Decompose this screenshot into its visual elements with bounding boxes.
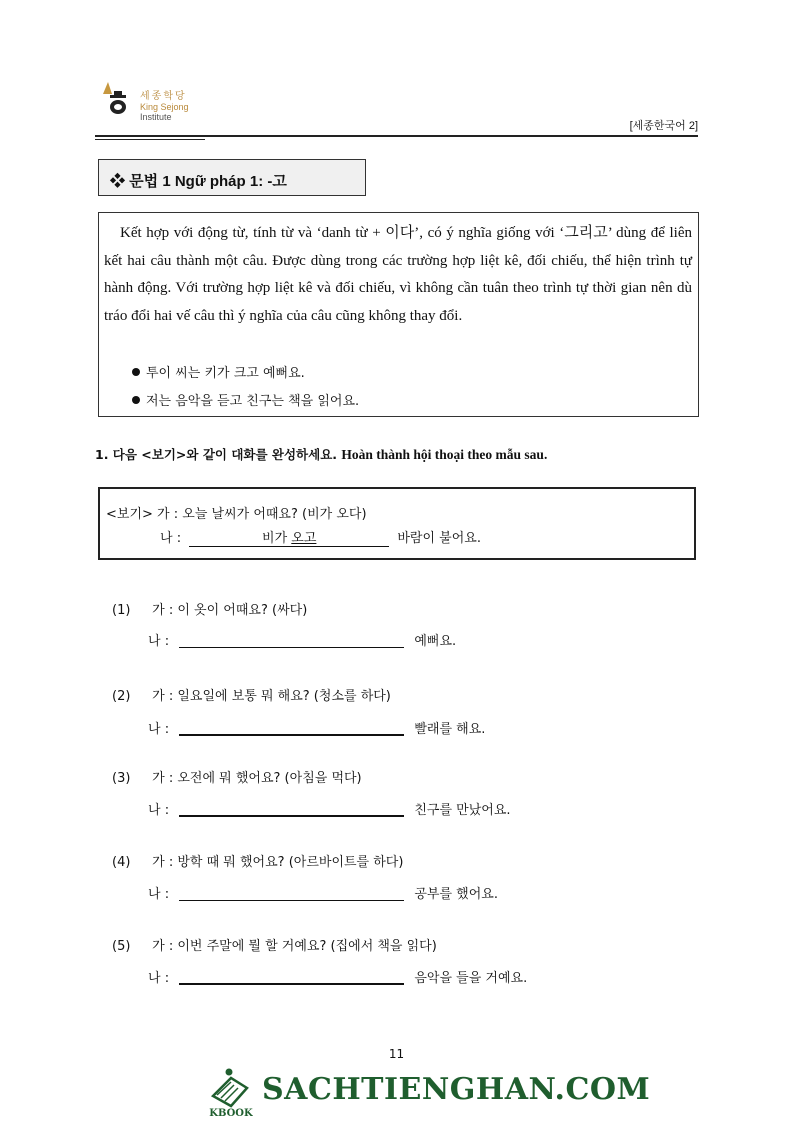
answer-rest: 예뻐요. xyxy=(414,634,457,649)
exercise-answer xyxy=(148,799,511,818)
speaker-b: 나 : xyxy=(160,531,182,546)
exercise-question xyxy=(112,851,403,870)
answer-blank[interactable] xyxy=(179,801,404,817)
bullet-icon xyxy=(132,368,140,376)
exercise-number: (2) xyxy=(112,689,131,704)
question-text: 일요일에 보통 뭐 해요? (청소를 하다) xyxy=(177,689,391,704)
logo-text xyxy=(140,92,189,122)
speaker-a: 가 : xyxy=(152,855,174,870)
exercise-question xyxy=(112,685,391,704)
logo-english-line2: Institute xyxy=(140,112,172,122)
example-sentence-2 xyxy=(132,390,359,409)
answer-blank[interactable] xyxy=(179,886,404,901)
answer-blank[interactable] xyxy=(179,720,404,736)
exercise-question xyxy=(112,935,437,954)
exercise-number: (4) xyxy=(112,855,131,870)
example-answer-line xyxy=(160,527,481,547)
example-text: 저는 음악을 듣고 친구는 책을 읽어요. xyxy=(146,394,360,409)
header-rule-short xyxy=(95,139,205,140)
speaker-a: 가 : xyxy=(152,939,174,954)
speaker-a: 가 : xyxy=(152,689,174,704)
example-question-line xyxy=(106,503,367,522)
exercise-answer xyxy=(148,718,485,737)
answer-rest: 친구를 만났어요. xyxy=(414,803,511,818)
logo-english-line1: King Sejong xyxy=(140,102,189,112)
answer-rest: 빨래를 해요. xyxy=(414,722,486,737)
example-box xyxy=(98,487,696,560)
exercise-answer xyxy=(148,630,456,649)
example-sentence-1 xyxy=(132,362,305,381)
exercise-question xyxy=(112,767,362,786)
answer-rest: 공부를 했어요. xyxy=(414,887,498,902)
king-sejong-logo-icon xyxy=(100,80,130,118)
speaker-b: 나 : xyxy=(148,634,170,649)
section-title: ❖ 문법 1 Ngữ pháp 1: -고 xyxy=(110,173,287,190)
instruction-vietnamese: Hoàn thành hội thoại theo mẫu sau. xyxy=(341,447,548,462)
answer-rest: 음악을 들을 거예요. xyxy=(414,971,528,986)
kbook-label: KBOOK xyxy=(209,1108,253,1118)
question-text: 오전에 뭐 했어요? (아침을 먹다) xyxy=(177,771,362,786)
speaker-a: 가 : xyxy=(157,507,179,522)
speaker-b: 나 : xyxy=(148,971,170,986)
example-text: 투이 씨는 키가 크고 예뻐요. xyxy=(146,366,305,381)
bullet-icon xyxy=(132,396,140,404)
kbook-logo-icon xyxy=(203,1066,259,1118)
question-text: 이번 주말에 뭘 할 거예요? (집에서 책을 읽다) xyxy=(177,939,437,954)
instruction-korean: 1. 다음 <보기>와 같이 대화를 완성하세요. xyxy=(95,447,338,462)
example-answer-plain: 비가 xyxy=(262,531,288,546)
book-title: [세종한국어 2] xyxy=(629,120,698,132)
speaker-b: 나 : xyxy=(148,722,170,737)
example-answer-blank xyxy=(189,527,389,547)
exercise-number: (5) xyxy=(112,939,131,954)
example-answer-rest: 바람이 불어요. xyxy=(397,531,481,546)
example-answer-underlined: 오고 xyxy=(291,531,317,546)
question-text: 이 옷이 어때요? (싸다) xyxy=(177,603,308,618)
question-text: 방학 때 뭐 했어요? (아르바이트를 하다) xyxy=(177,855,404,870)
brand-name: SACHTIENGHAN.COM xyxy=(262,1072,651,1107)
answer-blank[interactable] xyxy=(179,969,404,985)
page-number: 11 xyxy=(388,1047,405,1061)
answer-blank[interactable] xyxy=(179,633,404,648)
speaker-a: 가 : xyxy=(152,771,174,786)
speaker-b: 나 : xyxy=(148,887,170,902)
exercise-instruction xyxy=(95,445,547,463)
exercise-number: (3) xyxy=(112,771,131,786)
header-rule xyxy=(95,135,698,137)
exercise-answer xyxy=(148,967,527,986)
exercise-answer xyxy=(148,883,498,902)
example-question: 오늘 날씨가 어때요? (비가 오다) xyxy=(182,507,367,522)
speaker-b: 나 : xyxy=(148,803,170,818)
example-label: <보기> xyxy=(106,507,153,522)
exercise-question xyxy=(112,599,307,618)
explanation-text: Kết hợp với động từ, tính từ và ‘danh từ + 이다’, có ý nghĩa giống với ‘그리고’ dùng để liên kết hai câu thành một câu. Được dùng trong các trường hợp liệt kê, đối chiếu, thể hiện trình tự hành động. Với trường hợp liệt kê và đối chiếu, vì không cần tuân theo trình tự thời gian nên dù tráo đổi hai vế câu thì ý nghĩa của câu cũng không thay đổi. xyxy=(104,225,692,324)
exercise-number: (1) xyxy=(112,603,131,618)
logo-korean: 세종학당 xyxy=(140,91,187,102)
speaker-a: 가 : xyxy=(152,603,174,618)
